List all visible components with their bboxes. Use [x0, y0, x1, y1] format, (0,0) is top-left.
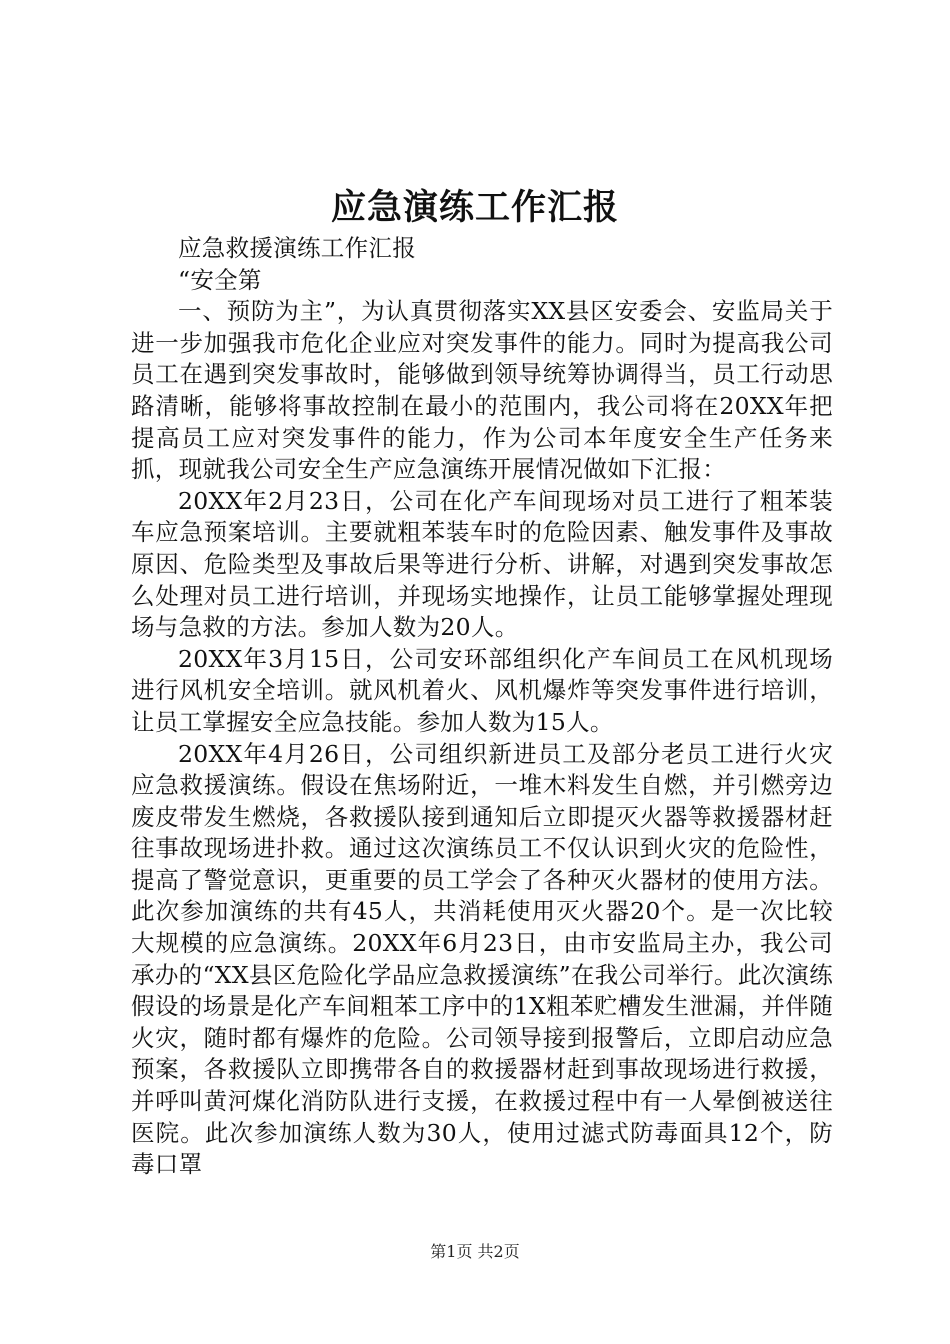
paragraph-quote-start: “安全第 — [178, 265, 262, 294]
paragraph-intro: 一、预防为主”，为认真贯彻落实XX县区安委会、安监局关于进一步加强我市危化企业应对突发事件的能力。同时为提高我公司员工在遇到突发事故时，能够做到领导统筹协调得当，员工行动思路清晰，能够将事故控制在最小的范围内，我公司将在20XX年把提高员工应对突发事件的能力，作为公司本年度安全生产任务来抓，现就我公司安全生产应急演练开展情况做如下汇报： — [131, 297, 833, 484]
document-title: 应急演练工作汇报 — [330, 187, 619, 228]
paragraph-apr-drill: 20XX年4月26日，公司组织新进员工及部分老员工进行火灾应急救援演练。假设在焦场附近，一堆木料发生自燃，并引燃旁边废皮带发生燃烧，各救援队接到通知后立即提灭火器等救援器材赶往事故现场进扑救。通过这次演练员工不仅认识到火灾的危险性，提高了警觉意识，更重要的员工学会了各种灭火器材的使用方法。此次参加演练的共有45人，共消耗使用灭火器20个。是一次比较大规模的应急演练。20XX年6月23日，由市安监局主办，我公司承办的“XX县区危险化学品应急救援演练”在我公司举行。此次演练假设的场景是化产车间粗苯工序中的1X粗苯贮槽发生泄漏，并伴随火灾，随时都有爆炸的危险。公司领导接到报警后，立即启动应急预案，各救援队立即携带各自的救援器材赶到事故现场进行救援，并呼叫黄河煤化消防队进行支援，在救援过程中有一人晕倒被送往医院。此次参加演练人数为30人，使用过滤式防毒面具12个，防毒口罩 — [131, 739, 833, 1179]
paragraph-mar-training: 20XX年3月15日，公司安环部组织化产车间员工在风机现场进行风机安全培训。就风机着火、风机爆炸等突发事件进行培训，让员工掌握安全应急技能。参加人数为15人。 — [131, 644, 833, 736]
paragraph-feb-training: 20XX年2月23日，公司在化产车间现场对员工进行了粗苯装车应急预案培训。主要就粗苯装车时的危险因素、触发事件及事故原因、危险类型及事故后果等进行分析、讲解，对遇到突发事故怎么处理对员工进行培训，并现场实地操作，让员工能够掌握处理现场与急救的方法。参加人数为20人。 — [131, 486, 833, 642]
document-body — [131, 233, 833, 1181]
paragraph-subtitle: 应急救援演练工作汇报 — [178, 234, 416, 262]
page-footer: 第1页 共2页 — [430, 1242, 520, 1261]
